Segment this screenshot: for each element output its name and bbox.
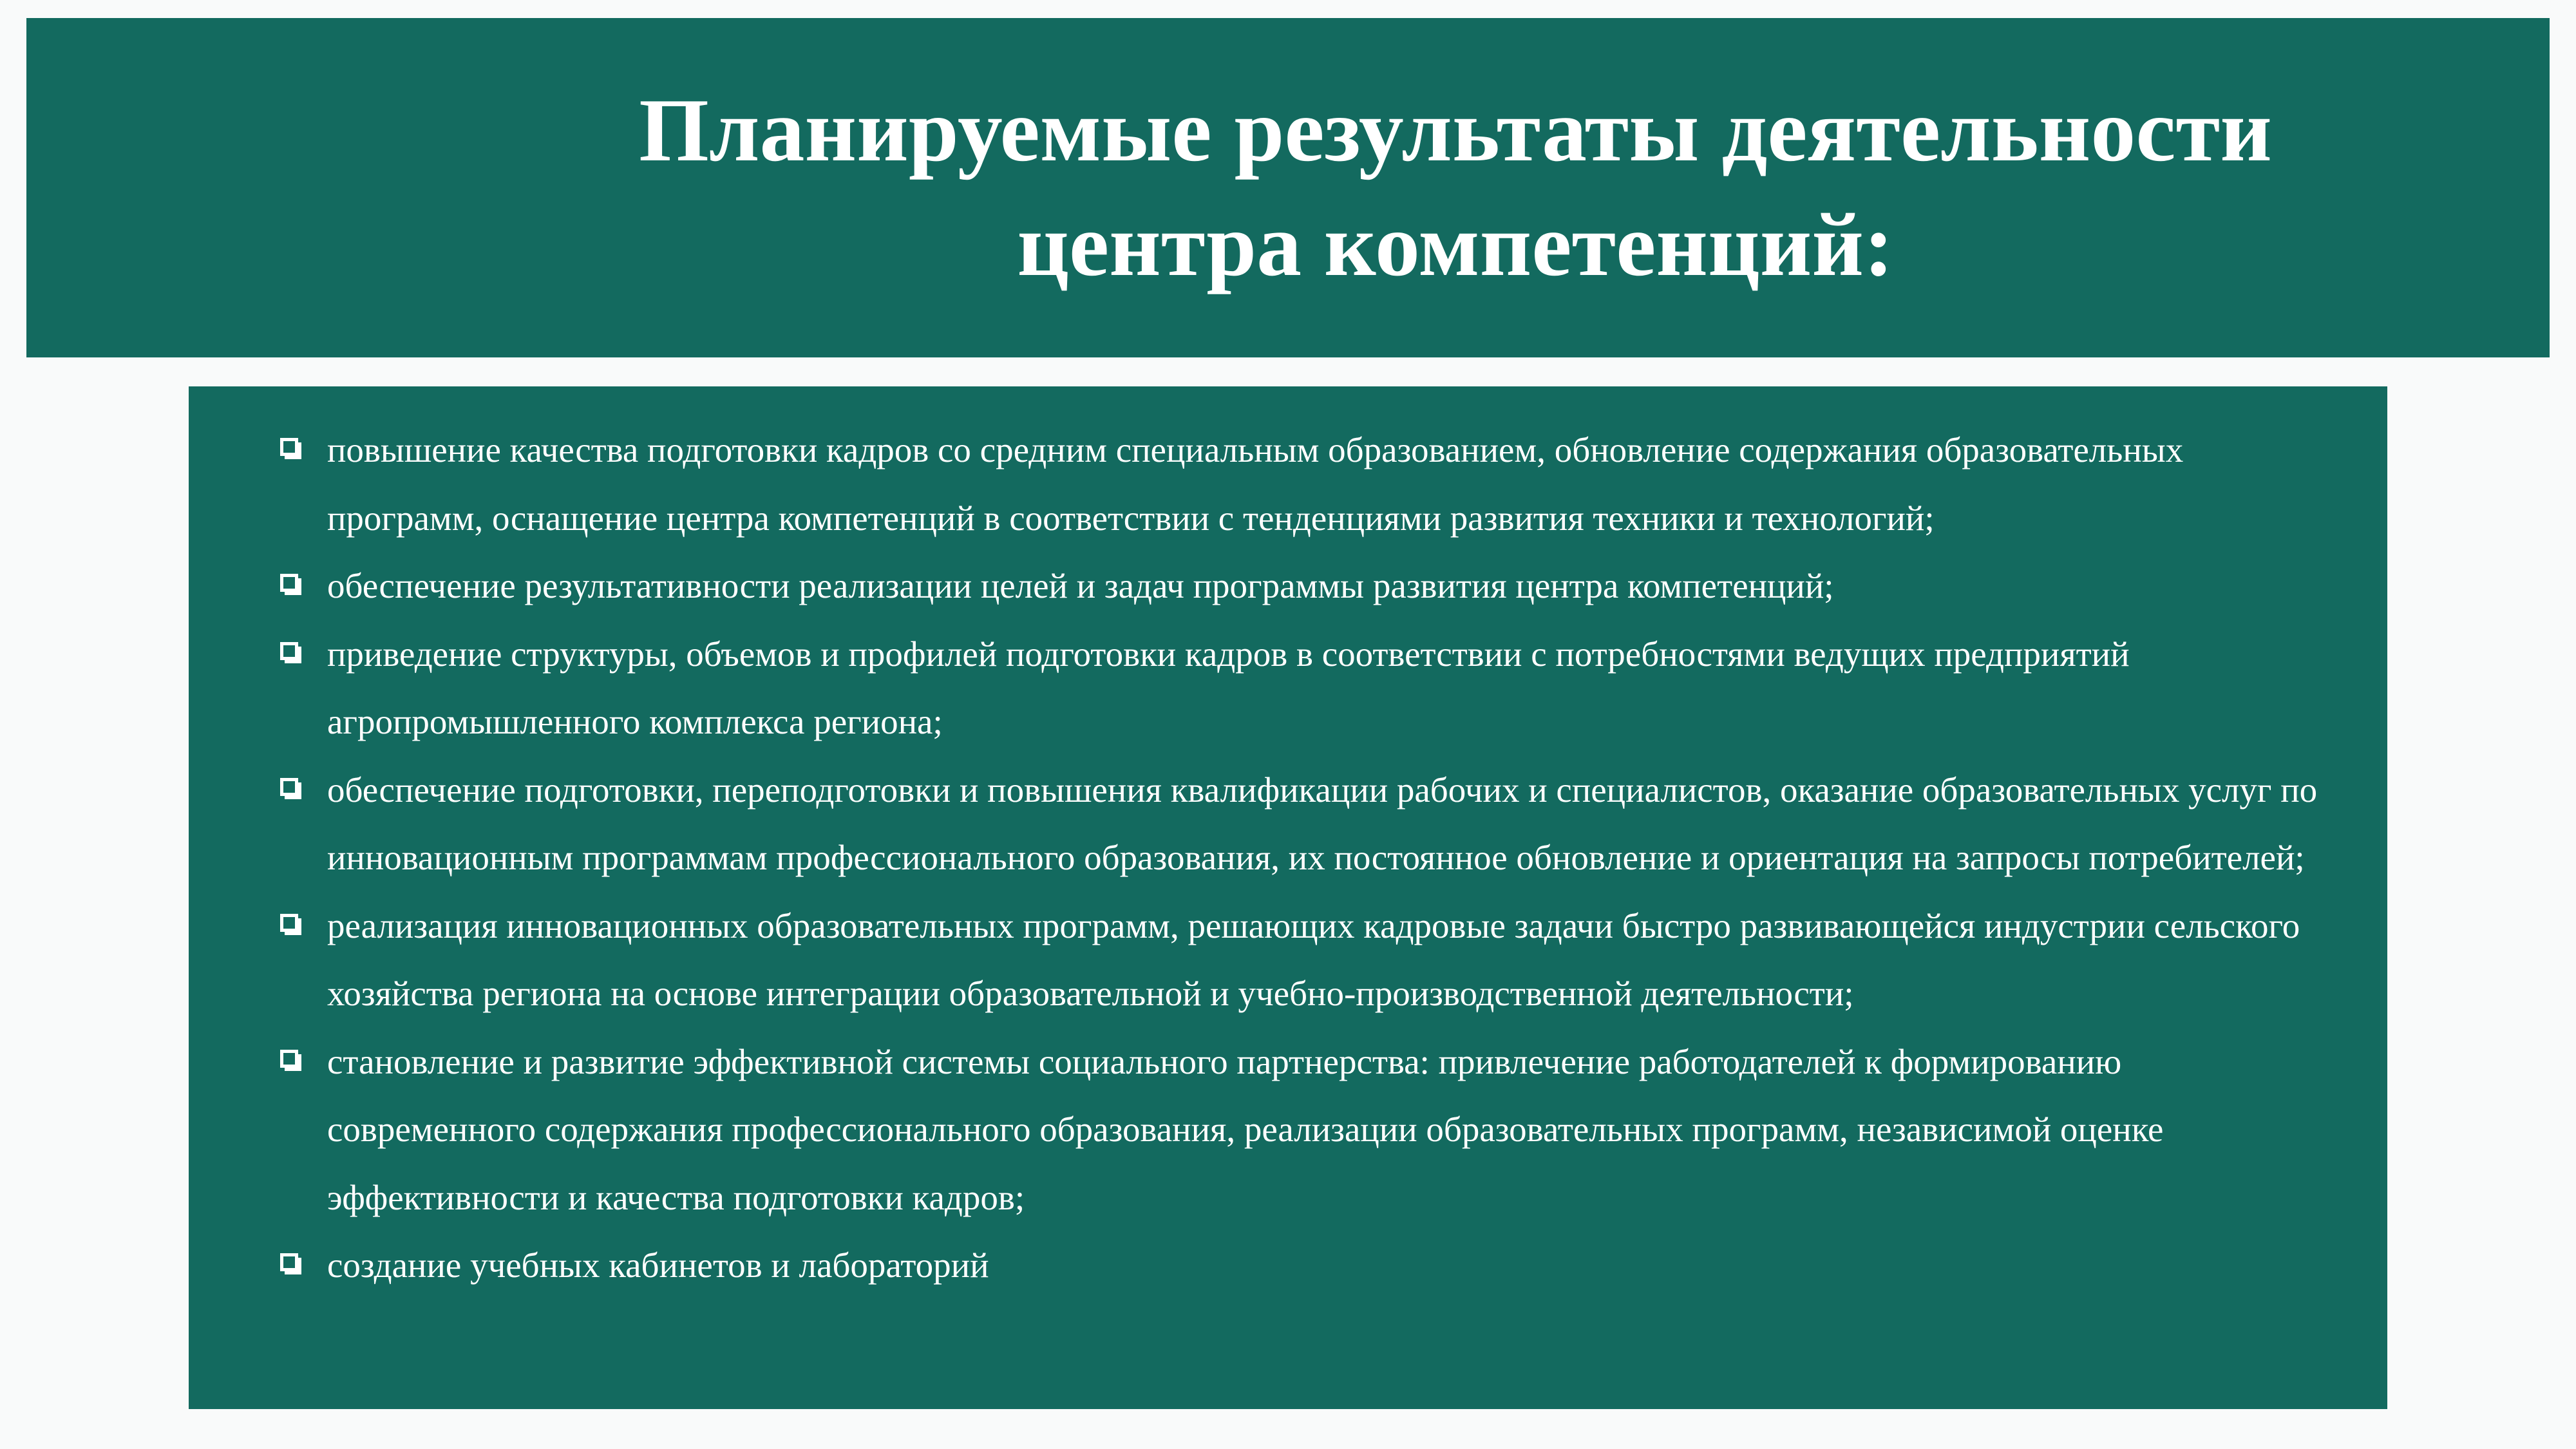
list-item — [280, 1231, 2334, 1300]
list-item-text: приведение структуры, объемов и профилей подготовки кадров в соответствии с потребностями ведущих предприятий агропромышленного комплекса региона; — [327, 634, 2130, 741]
page-title — [639, 73, 2272, 303]
list-item — [280, 620, 2334, 756]
title-line-1: Планируемые результаты деятельности — [639, 80, 2272, 180]
results-list — [280, 416, 2334, 1300]
title-line-2: центра компетенций: — [1017, 194, 1894, 295]
checkbox-square-icon — [280, 1253, 298, 1271]
checkbox-square-icon — [280, 642, 298, 660]
title-banner — [26, 18, 2550, 357]
checkbox-square-icon — [280, 914, 298, 932]
list-item-text: обеспечение подготовки, переподготовки и повышения квалификации рабочих и специалистов, оказание образовательных услуг по инновационным программам профессионального образования, их постоянное обновление и ориентация на запросы потребителей; — [327, 770, 2318, 877]
list-item-text: реализация инновационных образовательных программ, решающих кадровые задачи быстро развивающейся индустрии сельского хозяйства региона на основе интеграции образовательной и учебно-производственной деятельности; — [327, 905, 2300, 1013]
list-item — [280, 1028, 2334, 1232]
checkbox-square-icon — [280, 778, 298, 796]
content-panel — [189, 386, 2387, 1409]
checkbox-square-icon — [280, 1050, 298, 1068]
list-item-text: становление и развитие эффективной системы социального партнерства: привлечение работодателей к формированию современного содержания профессионального образования, реализации образовательных программ, независимой оценке эффективности и качества подготовки кадров; — [327, 1041, 2164, 1217]
list-item — [280, 416, 2334, 552]
list-item-text: повышение качества подготовки кадров со средним специальным образованием, обновление содержания образовательных программ, оснащение центра компетенций в соответствии с тенденциями развития техники и технологий; — [327, 430, 2184, 538]
list-item — [280, 892, 2334, 1028]
checkbox-square-icon — [280, 438, 298, 456]
checkbox-square-icon — [280, 574, 298, 592]
list-item-text: создание учебных кабинетов и лабораторий — [327, 1245, 989, 1285]
list-item — [280, 756, 2334, 892]
list-item — [280, 552, 2334, 620]
list-item-text: обеспечение результативности реализации целей и задач программы развития центра компетенций; — [327, 566, 1834, 605]
